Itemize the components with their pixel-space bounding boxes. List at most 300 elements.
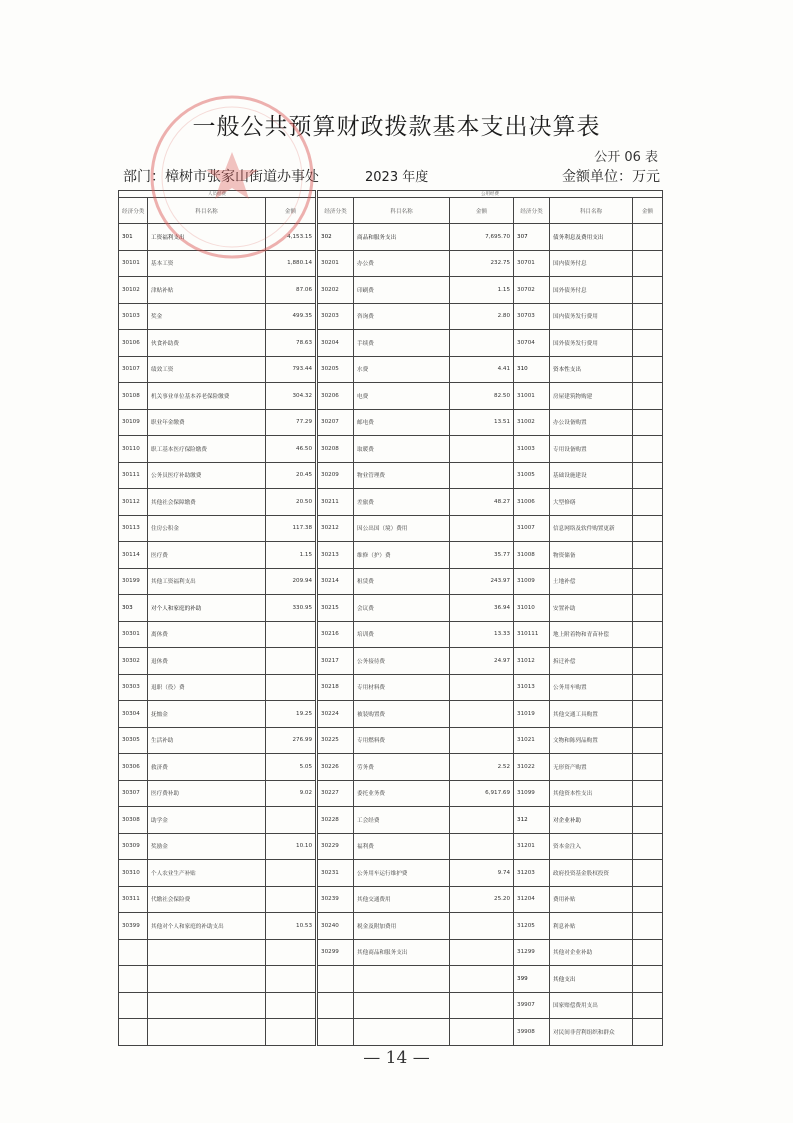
cell-code: 30307 bbox=[119, 780, 148, 807]
table-row bbox=[119, 330, 663, 357]
cell-amount bbox=[633, 807, 663, 834]
cell-code bbox=[317, 992, 354, 1019]
cell-name bbox=[148, 966, 266, 993]
cell-amount: 330.95 bbox=[266, 595, 317, 622]
cell-amount bbox=[266, 648, 317, 675]
cell-name: 商品和服务支出 bbox=[354, 224, 450, 251]
cell-amount bbox=[633, 966, 663, 993]
cell-code: 30205 bbox=[317, 356, 354, 383]
cell-amount: 77.29 bbox=[266, 409, 317, 436]
header-code: 经济分类 bbox=[119, 198, 148, 224]
cell-code bbox=[317, 1019, 354, 1046]
cell-code: 31003 bbox=[514, 436, 550, 463]
cell-amount bbox=[633, 568, 663, 595]
table-row bbox=[119, 383, 663, 410]
header-row bbox=[119, 198, 663, 224]
cell-code: 30203 bbox=[317, 303, 354, 330]
cell-code: 30209 bbox=[317, 462, 354, 489]
cell-code: 30111 bbox=[119, 462, 148, 489]
cell-amount bbox=[633, 1019, 663, 1046]
cell-amount bbox=[633, 674, 663, 701]
table-row bbox=[119, 621, 663, 648]
cell-amount: 9.02 bbox=[266, 780, 317, 807]
cell-name: 信息网络及软件购置更新 bbox=[550, 515, 633, 542]
cell-amount bbox=[633, 303, 663, 330]
cell-amount bbox=[266, 1019, 317, 1046]
cell-name: 物业管理费 bbox=[354, 462, 450, 489]
cell-name: 地上附着物和青苗补偿 bbox=[550, 621, 633, 648]
cell-name: 代缴社会保险费 bbox=[148, 886, 266, 913]
cell-code: 30306 bbox=[119, 754, 148, 781]
cell-amount bbox=[633, 330, 663, 357]
cell-code: 310111 bbox=[514, 621, 550, 648]
cell-code: 30101 bbox=[119, 250, 148, 277]
cell-code: 30224 bbox=[317, 701, 354, 728]
cell-code: 30214 bbox=[317, 568, 354, 595]
cell-name: 专用设备购置 bbox=[550, 436, 633, 463]
cell-name: 无形资产购置 bbox=[550, 754, 633, 781]
cell-name: 文物和陈列品购置 bbox=[550, 727, 633, 754]
cell-name: 住房公积金 bbox=[148, 515, 266, 542]
cell-code: 30199 bbox=[119, 568, 148, 595]
cell-amount: 499.35 bbox=[266, 303, 317, 330]
cell-code: 31008 bbox=[514, 542, 550, 569]
cell-amount bbox=[450, 992, 514, 1019]
cell-name: 助学金 bbox=[148, 807, 266, 834]
cell-name: 其他交通工具购置 bbox=[550, 701, 633, 728]
table-row bbox=[119, 807, 663, 834]
cell-code: 31021 bbox=[514, 727, 550, 754]
cell-name: 对企业补助 bbox=[550, 807, 633, 834]
cell-amount: 13.33 bbox=[450, 621, 514, 648]
cell-code: 312 bbox=[514, 807, 550, 834]
cell-code: 30212 bbox=[317, 515, 354, 542]
cell-name bbox=[354, 966, 450, 993]
cell-name: 生活补助 bbox=[148, 727, 266, 754]
cell-amount bbox=[633, 542, 663, 569]
cell-amount: 10.53 bbox=[266, 913, 317, 940]
cell-name: 债务利息及费用支出 bbox=[550, 224, 633, 251]
cell-amount bbox=[633, 489, 663, 516]
cell-code bbox=[119, 939, 148, 966]
cell-amount bbox=[633, 409, 663, 436]
cell-amount bbox=[450, 939, 514, 966]
cell-name: 退职（役）费 bbox=[148, 674, 266, 701]
table-row bbox=[119, 992, 663, 1019]
cell-code: 31022 bbox=[514, 754, 550, 781]
cell-code: 30704 bbox=[514, 330, 550, 357]
table-row bbox=[119, 277, 663, 304]
cell-amount: 9.74 bbox=[450, 860, 514, 887]
cell-amount bbox=[633, 224, 663, 251]
cell-amount bbox=[633, 754, 663, 781]
cell-amount: 82.50 bbox=[450, 383, 514, 410]
table-row bbox=[119, 1019, 663, 1046]
table-row bbox=[119, 356, 663, 383]
cell-name: 国外债务付息 bbox=[550, 277, 633, 304]
cell-code: 30114 bbox=[119, 542, 148, 569]
cell-name: 电费 bbox=[354, 383, 450, 410]
cell-code: 30703 bbox=[514, 303, 550, 330]
cell-code: 30231 bbox=[317, 860, 354, 887]
cell-name: 税金及附加费用 bbox=[354, 913, 450, 940]
cell-name: 基本工资 bbox=[148, 250, 266, 277]
cell-amount: 2.52 bbox=[450, 754, 514, 781]
cell-amount bbox=[633, 780, 663, 807]
cell-amount bbox=[266, 807, 317, 834]
header-code: 经济分类 bbox=[317, 198, 354, 224]
cell-amount bbox=[450, 727, 514, 754]
cell-code: 30399 bbox=[119, 913, 148, 940]
cell-code bbox=[317, 966, 354, 993]
cell-name: 政府投资基金股权投资 bbox=[550, 860, 633, 887]
cell-name: 劳务费 bbox=[354, 754, 450, 781]
cell-amount bbox=[450, 1019, 514, 1046]
cell-name: 职业年金缴费 bbox=[148, 409, 266, 436]
cell-amount bbox=[450, 833, 514, 860]
cell-amount bbox=[633, 383, 663, 410]
cell-amount bbox=[633, 436, 663, 463]
cell-amount bbox=[266, 860, 317, 887]
cell-code: 31203 bbox=[514, 860, 550, 887]
cell-name: 离休费 bbox=[148, 621, 266, 648]
cell-code: 307 bbox=[514, 224, 550, 251]
cell-amount bbox=[633, 992, 663, 1019]
table-row bbox=[119, 860, 663, 887]
expenditure-table bbox=[118, 190, 663, 1046]
cell-amount: 87.06 bbox=[266, 277, 317, 304]
page-number: — 14 — bbox=[363, 1048, 430, 1068]
cell-amount bbox=[266, 886, 317, 913]
cell-code: 30107 bbox=[119, 356, 148, 383]
cell-name: 公务接待费 bbox=[354, 648, 450, 675]
cell-code: 30217 bbox=[317, 648, 354, 675]
cell-code: 30108 bbox=[119, 383, 148, 410]
cell-name: 国外债务发行费用 bbox=[550, 330, 633, 357]
cell-amount bbox=[450, 330, 514, 357]
cell-name: 租赁费 bbox=[354, 568, 450, 595]
table-row bbox=[119, 303, 663, 330]
cell-name: 其他社会保障缴费 bbox=[148, 489, 266, 516]
cell-amount: 4.41 bbox=[450, 356, 514, 383]
table-row bbox=[119, 568, 663, 595]
cell-code: 31299 bbox=[514, 939, 550, 966]
cell-amount: 2.80 bbox=[450, 303, 514, 330]
cell-amount: 20.45 bbox=[266, 462, 317, 489]
table-row bbox=[119, 648, 663, 675]
cell-name: 大型修缮 bbox=[550, 489, 633, 516]
cell-amount bbox=[266, 674, 317, 701]
cell-amount bbox=[633, 886, 663, 913]
table-row bbox=[119, 966, 663, 993]
cell-code: 31201 bbox=[514, 833, 550, 860]
cell-code: 31019 bbox=[514, 701, 550, 728]
cell-amount: 25.20 bbox=[450, 886, 514, 913]
cell-code: 31005 bbox=[514, 462, 550, 489]
cell-code: 30103 bbox=[119, 303, 148, 330]
cell-code: 31204 bbox=[514, 886, 550, 913]
cell-amount bbox=[450, 913, 514, 940]
cell-amount: 35.77 bbox=[450, 542, 514, 569]
cell-code: 39908 bbox=[514, 1019, 550, 1046]
cell-name bbox=[354, 1019, 450, 1046]
cell-amount bbox=[450, 966, 514, 993]
cell-amount: 117.38 bbox=[266, 515, 317, 542]
cell-code: 31009 bbox=[514, 568, 550, 595]
cell-code: 30206 bbox=[317, 383, 354, 410]
cell-amount bbox=[633, 356, 663, 383]
cell-name: 委托业务费 bbox=[354, 780, 450, 807]
cell-name: 其他工资福利支出 bbox=[148, 568, 266, 595]
cell-code: 31002 bbox=[514, 409, 550, 436]
cell-name: 伙食补助费 bbox=[148, 330, 266, 357]
cell-code: 30109 bbox=[119, 409, 148, 436]
cell-name: 手续费 bbox=[354, 330, 450, 357]
cell-code bbox=[119, 992, 148, 1019]
cell-code: 30207 bbox=[317, 409, 354, 436]
table-row bbox=[119, 409, 663, 436]
cell-name: 救济费 bbox=[148, 754, 266, 781]
cell-code: 30110 bbox=[119, 436, 148, 463]
cell-code: 30202 bbox=[317, 277, 354, 304]
cell-name: 会议费 bbox=[354, 595, 450, 622]
cell-amount bbox=[633, 913, 663, 940]
cell-name: 水费 bbox=[354, 356, 450, 383]
cell-amount: 243.97 bbox=[450, 568, 514, 595]
cell-name: 其他商品和服务支出 bbox=[354, 939, 450, 966]
cell-name: 对民间非营利组织和群众 bbox=[550, 1019, 633, 1046]
cell-name: 专用材料费 bbox=[354, 674, 450, 701]
table-row bbox=[119, 913, 663, 940]
cell-name: 医疗费 bbox=[148, 542, 266, 569]
table-row bbox=[119, 754, 663, 781]
cell-name: 退休费 bbox=[148, 648, 266, 675]
cell-name: 维修（护）费 bbox=[354, 542, 450, 569]
cell-name: 国内债务发行费用 bbox=[550, 303, 633, 330]
cell-amount: 19.25 bbox=[266, 701, 317, 728]
section-personnel: 人员经费 bbox=[119, 191, 317, 198]
cell-code: 30225 bbox=[317, 727, 354, 754]
cell-amount: 10.10 bbox=[266, 833, 317, 860]
cell-code: 30229 bbox=[317, 833, 354, 860]
cell-code bbox=[119, 1019, 148, 1046]
cell-amount bbox=[633, 277, 663, 304]
cell-name: 咨询费 bbox=[354, 303, 450, 330]
header-name: 科目名称 bbox=[550, 198, 633, 224]
cell-amount: 48.27 bbox=[450, 489, 514, 516]
cell-name: 培训费 bbox=[354, 621, 450, 648]
cell-amount: 13.51 bbox=[450, 409, 514, 436]
cell-code: 39907 bbox=[514, 992, 550, 1019]
cell-amount: 6,917.69 bbox=[450, 780, 514, 807]
header-amount: 金额 bbox=[266, 198, 317, 224]
cell-name: 奖励金 bbox=[148, 833, 266, 860]
cell-code: 310 bbox=[514, 356, 550, 383]
cell-code: 30226 bbox=[317, 754, 354, 781]
table-row bbox=[119, 515, 663, 542]
cell-name: 取暖费 bbox=[354, 436, 450, 463]
cell-name: 职工基本医疗保险缴费 bbox=[148, 436, 266, 463]
cell-amount bbox=[633, 462, 663, 489]
cell-amount bbox=[450, 462, 514, 489]
cell-code: 30213 bbox=[317, 542, 354, 569]
header-amount: 金额 bbox=[633, 198, 663, 224]
cell-name: 其他资本性支出 bbox=[550, 780, 633, 807]
cell-amount bbox=[633, 727, 663, 754]
cell-amount: 276.99 bbox=[266, 727, 317, 754]
cell-amount bbox=[633, 250, 663, 277]
cell-code: 30218 bbox=[317, 674, 354, 701]
cell-amount: 78.63 bbox=[266, 330, 317, 357]
table-row bbox=[119, 674, 663, 701]
table-row bbox=[119, 701, 663, 728]
cell-name: 医疗费补助 bbox=[148, 780, 266, 807]
amount-unit: 金额单位：万元 bbox=[562, 169, 660, 185]
cell-code: 30215 bbox=[317, 595, 354, 622]
cell-code: 30102 bbox=[119, 277, 148, 304]
cell-name: 其他对个人和家庭的补助支出 bbox=[148, 913, 266, 940]
header-name: 科目名称 bbox=[148, 198, 266, 224]
cell-amount: 20.50 bbox=[266, 489, 317, 516]
table-row bbox=[119, 462, 663, 489]
header-amount: 金额 bbox=[450, 198, 514, 224]
cell-name: 利息补贴 bbox=[550, 913, 633, 940]
cell-code: 301 bbox=[119, 224, 148, 251]
section-public: 公用经费 bbox=[317, 191, 663, 198]
cell-amount bbox=[450, 515, 514, 542]
cell-amount: 5.05 bbox=[266, 754, 317, 781]
cell-name: 专用燃料费 bbox=[354, 727, 450, 754]
cell-code: 30216 bbox=[317, 621, 354, 648]
cell-amount: 232.75 bbox=[450, 250, 514, 277]
cell-code: 30302 bbox=[119, 648, 148, 675]
cell-code: 30228 bbox=[317, 807, 354, 834]
cell-amount: 46.50 bbox=[266, 436, 317, 463]
cell-amount: 1.15 bbox=[450, 277, 514, 304]
cell-code: 31001 bbox=[514, 383, 550, 410]
cell-code: 30309 bbox=[119, 833, 148, 860]
cell-name: 物资储备 bbox=[550, 542, 633, 569]
cell-code: 30308 bbox=[119, 807, 148, 834]
cell-name: 工资福利支出 bbox=[148, 224, 266, 251]
cell-code: 30311 bbox=[119, 886, 148, 913]
cell-amount: 793.44 bbox=[266, 356, 317, 383]
table-row bbox=[119, 886, 663, 913]
cell-code: 30240 bbox=[317, 913, 354, 940]
page-title: 一般公共预算财政拨款基本支出决算表 bbox=[192, 114, 601, 140]
cell-name: 津贴补贴 bbox=[148, 277, 266, 304]
cell-amount: 4,153.15 bbox=[266, 224, 317, 251]
cell-code: 30310 bbox=[119, 860, 148, 887]
cell-amount bbox=[450, 436, 514, 463]
cell-name: 其他对企业补助 bbox=[550, 939, 633, 966]
cell-code: 30211 bbox=[317, 489, 354, 516]
cell-amount bbox=[633, 701, 663, 728]
cell-name: 国内债务付息 bbox=[550, 250, 633, 277]
cell-code: 31007 bbox=[514, 515, 550, 542]
cell-name bbox=[354, 992, 450, 1019]
cell-amount: 1.15 bbox=[266, 542, 317, 569]
cell-code bbox=[119, 966, 148, 993]
table-row bbox=[119, 436, 663, 463]
cell-name: 土地补偿 bbox=[550, 568, 633, 595]
cell-amount bbox=[633, 595, 663, 622]
section-row bbox=[119, 191, 663, 198]
cell-amount: 24.97 bbox=[450, 648, 514, 675]
cell-name: 抚恤金 bbox=[148, 701, 266, 728]
cell-name: 奖金 bbox=[148, 303, 266, 330]
cell-name: 印刷费 bbox=[354, 277, 450, 304]
cell-name bbox=[148, 1019, 266, 1046]
table-row bbox=[119, 833, 663, 860]
form-number: 公开 06 表 bbox=[594, 150, 658, 165]
table-row bbox=[119, 939, 663, 966]
cell-amount bbox=[633, 648, 663, 675]
cell-name: 资本性支出 bbox=[550, 356, 633, 383]
cell-amount: 304.32 bbox=[266, 383, 317, 410]
header-code: 经济分类 bbox=[514, 198, 550, 224]
cell-name: 邮电费 bbox=[354, 409, 450, 436]
cell-name: 绩效工资 bbox=[148, 356, 266, 383]
cell-name: 拆迁补偿 bbox=[550, 648, 633, 675]
table-row bbox=[119, 727, 663, 754]
table-row bbox=[119, 250, 663, 277]
cell-name: 安置补助 bbox=[550, 595, 633, 622]
cell-name: 房屋建筑物购建 bbox=[550, 383, 633, 410]
cell-name: 工会经费 bbox=[354, 807, 450, 834]
cell-amount bbox=[266, 621, 317, 648]
cell-name bbox=[148, 939, 266, 966]
cell-amount: 1,880.14 bbox=[266, 250, 317, 277]
cell-amount bbox=[450, 701, 514, 728]
cell-code: 31013 bbox=[514, 674, 550, 701]
cell-code: 30239 bbox=[317, 886, 354, 913]
cell-name: 公务员医疗补助缴费 bbox=[148, 462, 266, 489]
cell-amount bbox=[633, 939, 663, 966]
cell-name: 资本金注入 bbox=[550, 833, 633, 860]
cell-amount bbox=[633, 833, 663, 860]
cell-name: 其他交通费用 bbox=[354, 886, 450, 913]
cell-code: 302 bbox=[317, 224, 354, 251]
table-row bbox=[119, 595, 663, 622]
cell-code: 30208 bbox=[317, 436, 354, 463]
table-row bbox=[119, 542, 663, 569]
table-row bbox=[119, 489, 663, 516]
cell-name: 基础设施建设 bbox=[550, 462, 633, 489]
cell-name bbox=[148, 992, 266, 1019]
cell-code: 30303 bbox=[119, 674, 148, 701]
cell-code: 30702 bbox=[514, 277, 550, 304]
cell-name: 差旅费 bbox=[354, 489, 450, 516]
cell-name: 公务用车运行维护费 bbox=[354, 860, 450, 887]
cell-code: 31010 bbox=[514, 595, 550, 622]
cell-code: 30299 bbox=[317, 939, 354, 966]
cell-amount bbox=[633, 860, 663, 887]
cell-name: 对个人和家庭的补助 bbox=[148, 595, 266, 622]
cell-code: 31099 bbox=[514, 780, 550, 807]
cell-name: 办公费 bbox=[354, 250, 450, 277]
cell-code: 30301 bbox=[119, 621, 148, 648]
cell-amount bbox=[633, 621, 663, 648]
cell-amount bbox=[266, 992, 317, 1019]
cell-amount: 209.94 bbox=[266, 568, 317, 595]
table-row bbox=[119, 224, 663, 251]
cell-amount bbox=[266, 966, 317, 993]
cell-code: 303 bbox=[119, 595, 148, 622]
department-label: 部门：樟树市张家山街道办事处 bbox=[123, 169, 319, 185]
cell-name: 其他支出 bbox=[550, 966, 633, 993]
cell-amount bbox=[450, 807, 514, 834]
